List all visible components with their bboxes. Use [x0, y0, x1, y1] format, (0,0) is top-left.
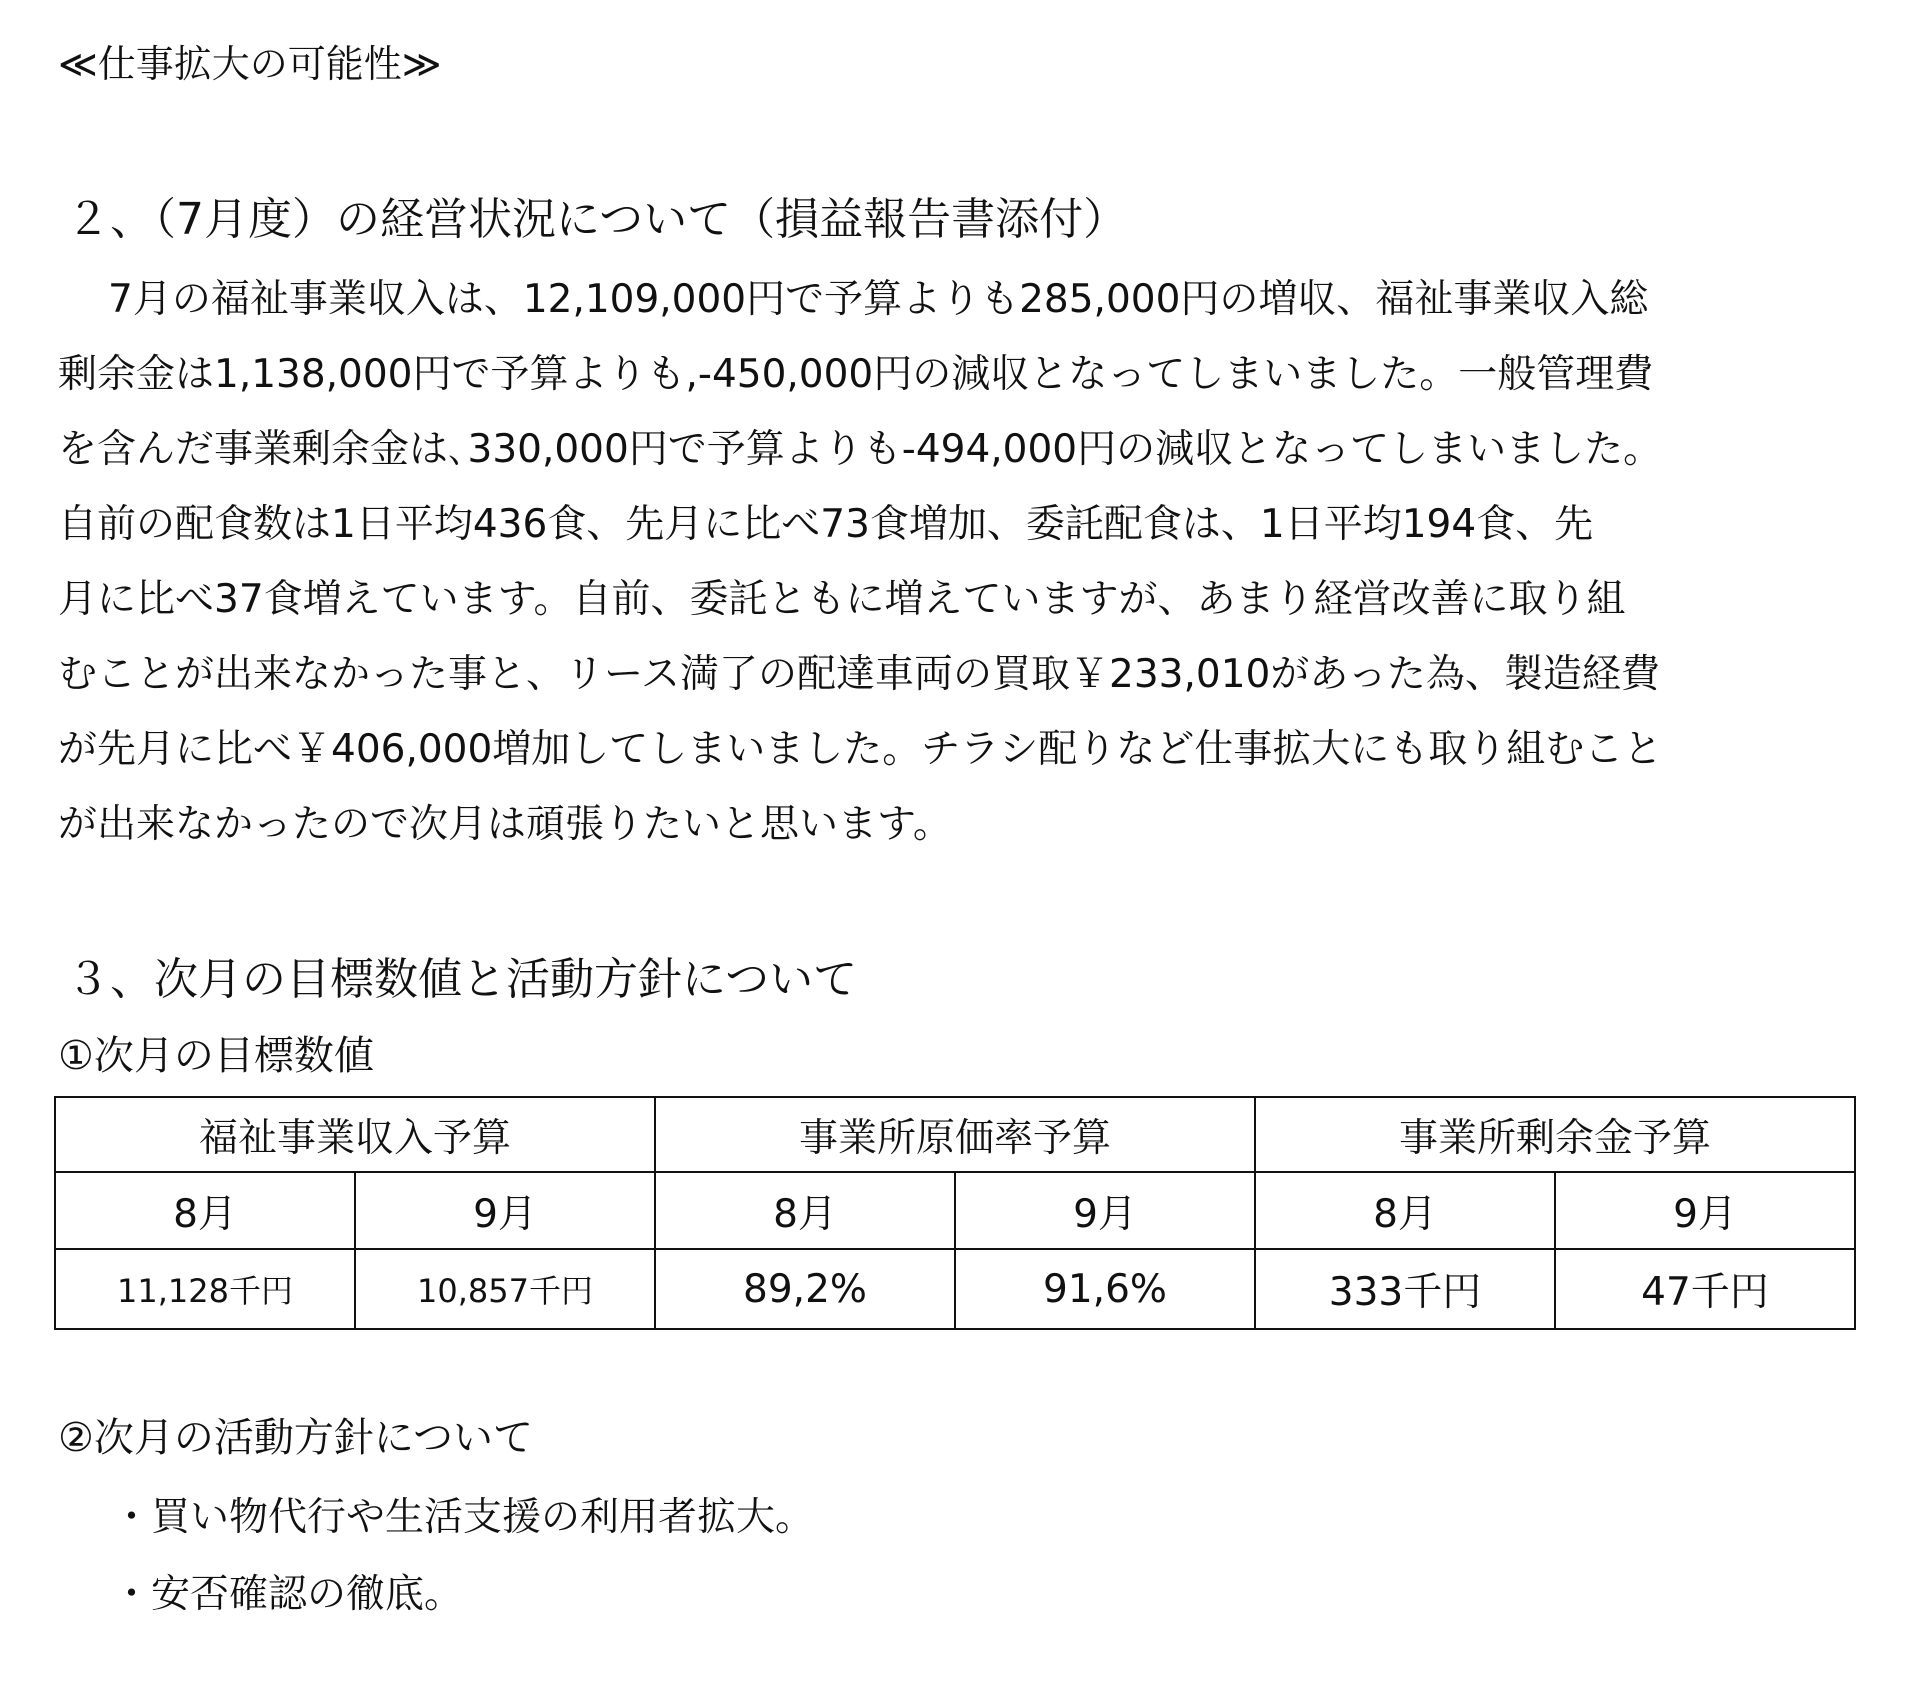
top-heading: ≪仕事拡大の可能性≫ — [58, 42, 442, 86]
header-surplus-budget: 事業所剰余金予算 — [1255, 1097, 1855, 1172]
section2-title: ２、（7月度）の経営状況について（損益報告書添付） — [66, 194, 1128, 245]
value-cell: 11,128千円 — [55, 1249, 355, 1329]
section2-paragraph — [58, 268, 1858, 868]
header-cost-rate-budget: 事業所原価率予算 — [655, 1097, 1255, 1172]
policy-bullet: ・買い物代行や生活支援の利用者拡大。 — [112, 1495, 815, 1540]
month-cell: 8月 — [55, 1172, 355, 1249]
section3-title: ３、次月の目標数値と活動方針について — [66, 954, 858, 1005]
paragraph-line: が出来なかったので次月は頑張りたいと思います。 — [58, 802, 952, 847]
paragraph-line: を含んだ事業剰余金は､330,000円で予算よりも-494,000円の減収となってしまいました。 — [58, 427, 1663, 472]
paragraph-line: むことが出来なかった事と、リース満了の配達車両の買取￥233,010があった為、製造経費 — [58, 652, 1660, 697]
table-value-row — [55, 1249, 1855, 1329]
policy-bullet: ・安否確認の徹底。 — [112, 1572, 464, 1617]
paragraph-line: 剰余金は1,138,000円で予算よりも,-450,000円の減収となってしまいました。一般管理費 — [58, 352, 1654, 397]
value-cell: 89,2% — [655, 1249, 955, 1329]
month-cell: 8月 — [655, 1172, 955, 1249]
month-cell: 9月 — [955, 1172, 1255, 1249]
paragraph-line: 月に比べ37食増えています。自前、委託ともに増えていますが、あまり経営改善に取り組 — [58, 577, 1626, 622]
table-month-row — [55, 1172, 1855, 1249]
value-cell: 333千円 — [1255, 1249, 1555, 1329]
value-cell: 47千円 — [1555, 1249, 1855, 1329]
activity-policy-heading: ②次月の活動方針について — [58, 1415, 534, 1461]
paragraph-line: 7月の福祉事業収入は、12,109,000円で予算よりも285,000円の増収、福祉事業収入総 — [108, 277, 1649, 322]
table-header-row — [55, 1097, 1855, 1172]
paragraph-line: 自前の配食数は1日平均436食、先月に比べ73食増加、委託配食は、1日平均194食、先 — [58, 502, 1594, 547]
value-cell: 91,6% — [955, 1249, 1255, 1329]
header-welfare-income-budget: 福祉事業収入予算 — [55, 1097, 655, 1172]
target-values-heading: ①次月の目標数値 — [58, 1033, 374, 1079]
paragraph-line: が先月に比べ￥406,000増加してしまいました。チラシ配りなど仕事拡大にも取り組むこと — [58, 727, 1663, 772]
month-cell: 8月 — [1255, 1172, 1555, 1249]
value-cell: 10,857千円 — [355, 1249, 655, 1329]
month-cell: 9月 — [1555, 1172, 1855, 1249]
month-cell: 9月 — [355, 1172, 655, 1249]
target-values-table — [54, 1096, 1856, 1330]
